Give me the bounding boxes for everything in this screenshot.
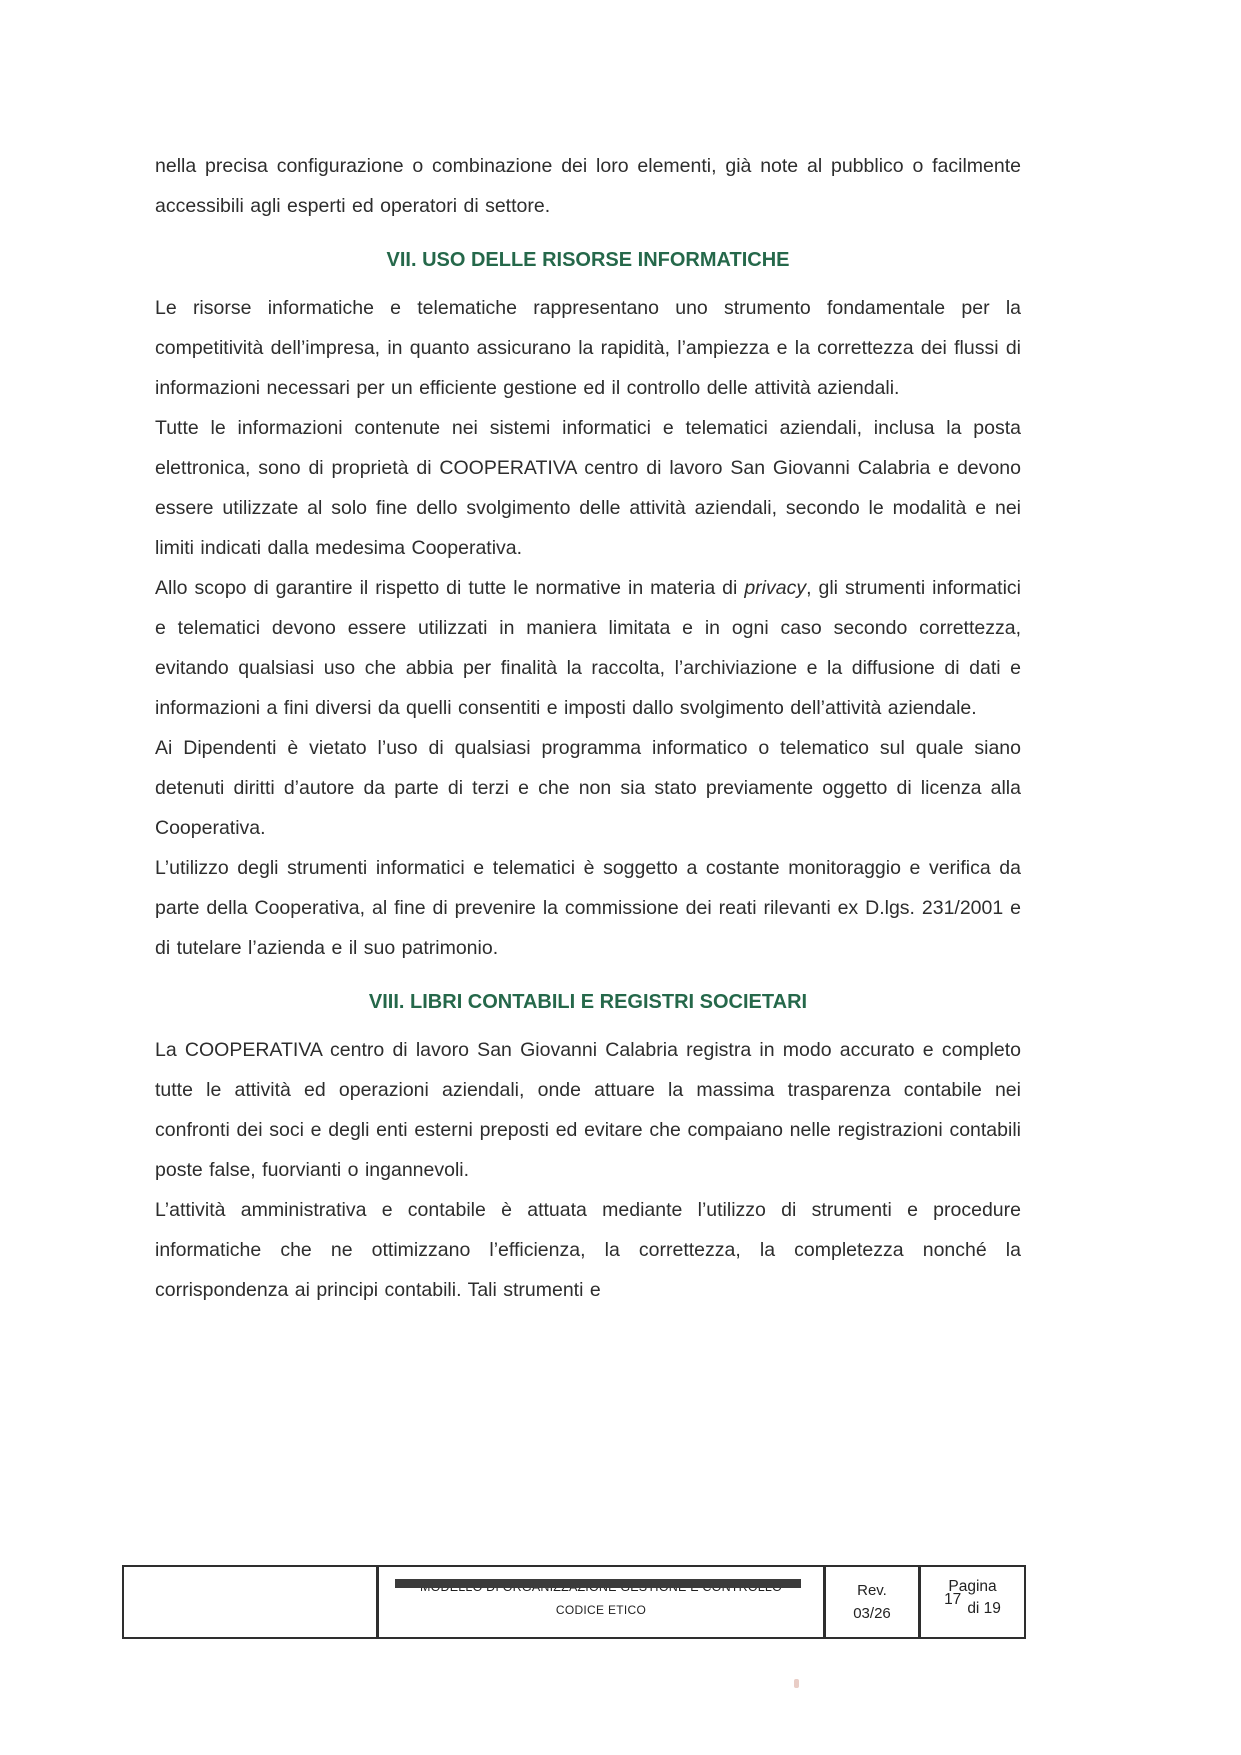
footer-doc-subtitle: CODICE ETICO — [555, 1603, 647, 1617]
paragraph-intro-continuation: nella precisa configurazione o combinazione dei loro elementi, già note al pubblico o facilmente accessibili agli esperti ed operatori di settore. — [155, 155, 1021, 217]
paragraph-privacy-pre: Allo scopo di garantire il rispetto di tutte le normative in materia di — [155, 577, 745, 599]
footer-page-cell — [921, 1567, 1024, 1637]
paragraph-proprieta-informazioni: Tutte le informazioni contenute nei sistemi informatici e telematici aziendali, inclusa la posta elettronica, sono di proprietà di COOPERATIVA centro di lavoro San Giovanni Calabria e devono essere utilizzate al solo fine dello svolgimento delle attività aziendali, secondo le modalità e nei limiti indicati dalla medesima Cooperativa. — [155, 417, 1021, 559]
footer-logo-cell — [124, 1567, 379, 1637]
revision-label: Rev. — [857, 1582, 887, 1599]
page-number-line — [921, 1591, 1024, 1620]
italic-term-privacy: privacy — [744, 577, 807, 599]
paragraph-divieto-programmi: Ai Dipendenti è vietato l’uso di qualsiasi programma informatico o telematico sul quale siano detenuti diritti d’autore da parte di terzi e che non sia stato previamente oggetto di licenza alla Cooperativa. — [155, 737, 1021, 839]
footer-revision-cell — [826, 1567, 921, 1637]
scan-artifact — [794, 1679, 799, 1688]
footer-table — [122, 1565, 1026, 1639]
paragraph-privacy-post: , gli strumenti informatici e telematici devono essere utilizzati in maniera limitata e in ogni caso secondo correttezza, evitando qualsiasi uso che abbia per finalità la raccolta, l’archiviazione e la diffusione di dati e informazioni a fini diversi da quelli consentiti e imposti dallo svolgimento dell’attività aziendale. — [155, 577, 1021, 719]
paragraph-monitoraggio: L’utilizzo degli strumenti informatici e telematici è soggetto a costante monitoraggio e verifica da parte della Cooperativa, al fine di prevenire la commissione dei reati rilevanti ex D.lgs. 231/2001 e di tutelare l’azienda e il suo patrimonio. — [155, 857, 1021, 959]
page-total: di 19 — [967, 1600, 1001, 1617]
page-number: 17 — [944, 1591, 962, 1608]
redaction-bar — [395, 1579, 801, 1588]
paragraph-risorse-informatiche: Le risorse informatiche e telematiche rappresentano uno strumento fondamentale per la competitività dell’impresa, in quanto assicurano la rapidità, l’ampiezza e la correttezza dei flussi di informazioni necessari per un efficiente gestione ed il controllo delle attività aziendali. — [155, 297, 1021, 399]
paragraph-privacy — [155, 568, 1021, 728]
document-body — [155, 146, 1021, 1310]
paragraph-attivita-amministrativa: L’attività amministrativa e contabile è attuata mediante l’utilizzo di strumenti e procedure informatiche che ne ottimizzano l’efficienza, la correttezza, la completezza nonché la corrispondenza ai principi contabili. Tali strumenti e — [155, 1199, 1021, 1301]
section-heading-viii: VIII. LIBRI CONTABILI E REGISTRI SOCIETARI — [368, 991, 808, 1013]
footer-title-cell — [379, 1567, 826, 1637]
revision-value: 03/26 — [853, 1605, 891, 1622]
page-label: Pagina — [948, 1578, 997, 1595]
section-heading-vii: VII. USO DELLE RISORSE INFORMATICHE — [386, 249, 790, 271]
paragraph-registrazioni-contabili: La COOPERATIVA centro di lavoro San Giovanni Calabria registra in modo accurato e completo tutte le attività ed operazioni aziendali, onde attuare la massima trasparenza contabile nei confronti dei soci e degli enti esterni preposti ed evitare che compaiano nelle registrazioni contabili poste false, fuorvianti o ingannevoli. — [155, 1039, 1021, 1181]
